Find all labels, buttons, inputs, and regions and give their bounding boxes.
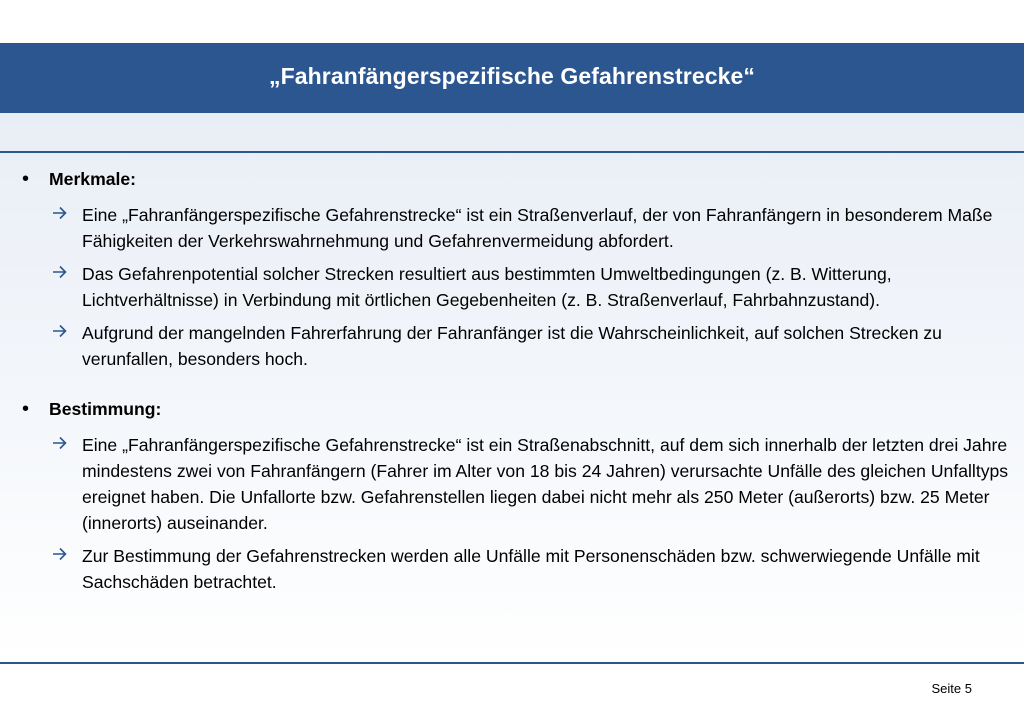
bullet-dot-icon: • bbox=[22, 398, 30, 420]
section-spacer bbox=[22, 379, 1022, 396]
section-heading-label: Bestimmung: bbox=[49, 399, 162, 419]
slide-title: „Fahranfängerspezifische Gefahrenstrecke“ bbox=[269, 62, 755, 89]
title-bar bbox=[0, 43, 1024, 113]
top-divider bbox=[0, 151, 1024, 153]
list-item bbox=[22, 202, 1022, 254]
list-item bbox=[22, 543, 1022, 595]
list-item bbox=[22, 432, 1022, 536]
bottom-divider bbox=[0, 662, 1024, 664]
list-item-text: Eine „Fahranfängerspezifische Gefahrenstrecke“ ist ein Straßenabschnitt, auf dem sich innerhalb der letzten drei Jahre mindestens zwei von Fahranfängern (Fahrer im Alter von 18 bis 24 Jahren) verursachte Unfälle des gleichen Unfalltyps ereignet haben. Die Unfallorte bzw. Gefahrenstellen liegen dabei nicht mehr als 250 Meter (außerorts) bzw. 25 Meter (innerorts) auseinander. bbox=[82, 435, 1009, 533]
arrow-right-icon bbox=[52, 433, 68, 453]
arrow-right-icon bbox=[52, 203, 68, 223]
list-item-text: Das Gefahrenpotential solcher Strecken resultiert aus bestimmten Umweltbedingungen (z. B. Witterung, Lichtverhältnisse) in Verbindung mit örtlichen Gegebenheiten (z. B. Straßenverlauf, Fahrbahnzustand). bbox=[82, 264, 892, 310]
arrow-right-icon bbox=[52, 262, 68, 282]
list-item-text: Zur Bestimmung der Gefahrenstrecken werden alle Unfälle mit Personenschäden bzw. schwerwiegende Unfälle mit Sachschäden betrachtet. bbox=[82, 546, 980, 592]
list-item bbox=[22, 261, 1022, 313]
list-item-text: Aufgrund der mangelnden Fahrerfahrung der Fahranfänger ist die Wahrscheinlichkeit, auf solchen Strecken zu verunfallen, besonders hoch. bbox=[82, 323, 942, 369]
section-heading-label: Merkmale: bbox=[49, 169, 137, 189]
bullet-dot-icon: • bbox=[22, 168, 30, 190]
slide-content bbox=[22, 166, 1022, 602]
arrow-right-icon bbox=[52, 321, 68, 341]
page-number: Seite 5 bbox=[931, 681, 972, 696]
section-heading-bestimmung bbox=[22, 396, 1022, 422]
section-heading-merkmale bbox=[22, 166, 1022, 192]
list-item bbox=[22, 320, 1022, 372]
list-item-text: Eine „Fahranfängerspezifische Gefahrenstrecke“ ist ein Straßenverlauf, der von Fahranfängern in besonderem Maße Fähigkeiten der Verkehrswahrnehmung und Gefahrenvermeidung abfordert. bbox=[82, 205, 993, 251]
arrow-right-icon bbox=[52, 544, 68, 564]
